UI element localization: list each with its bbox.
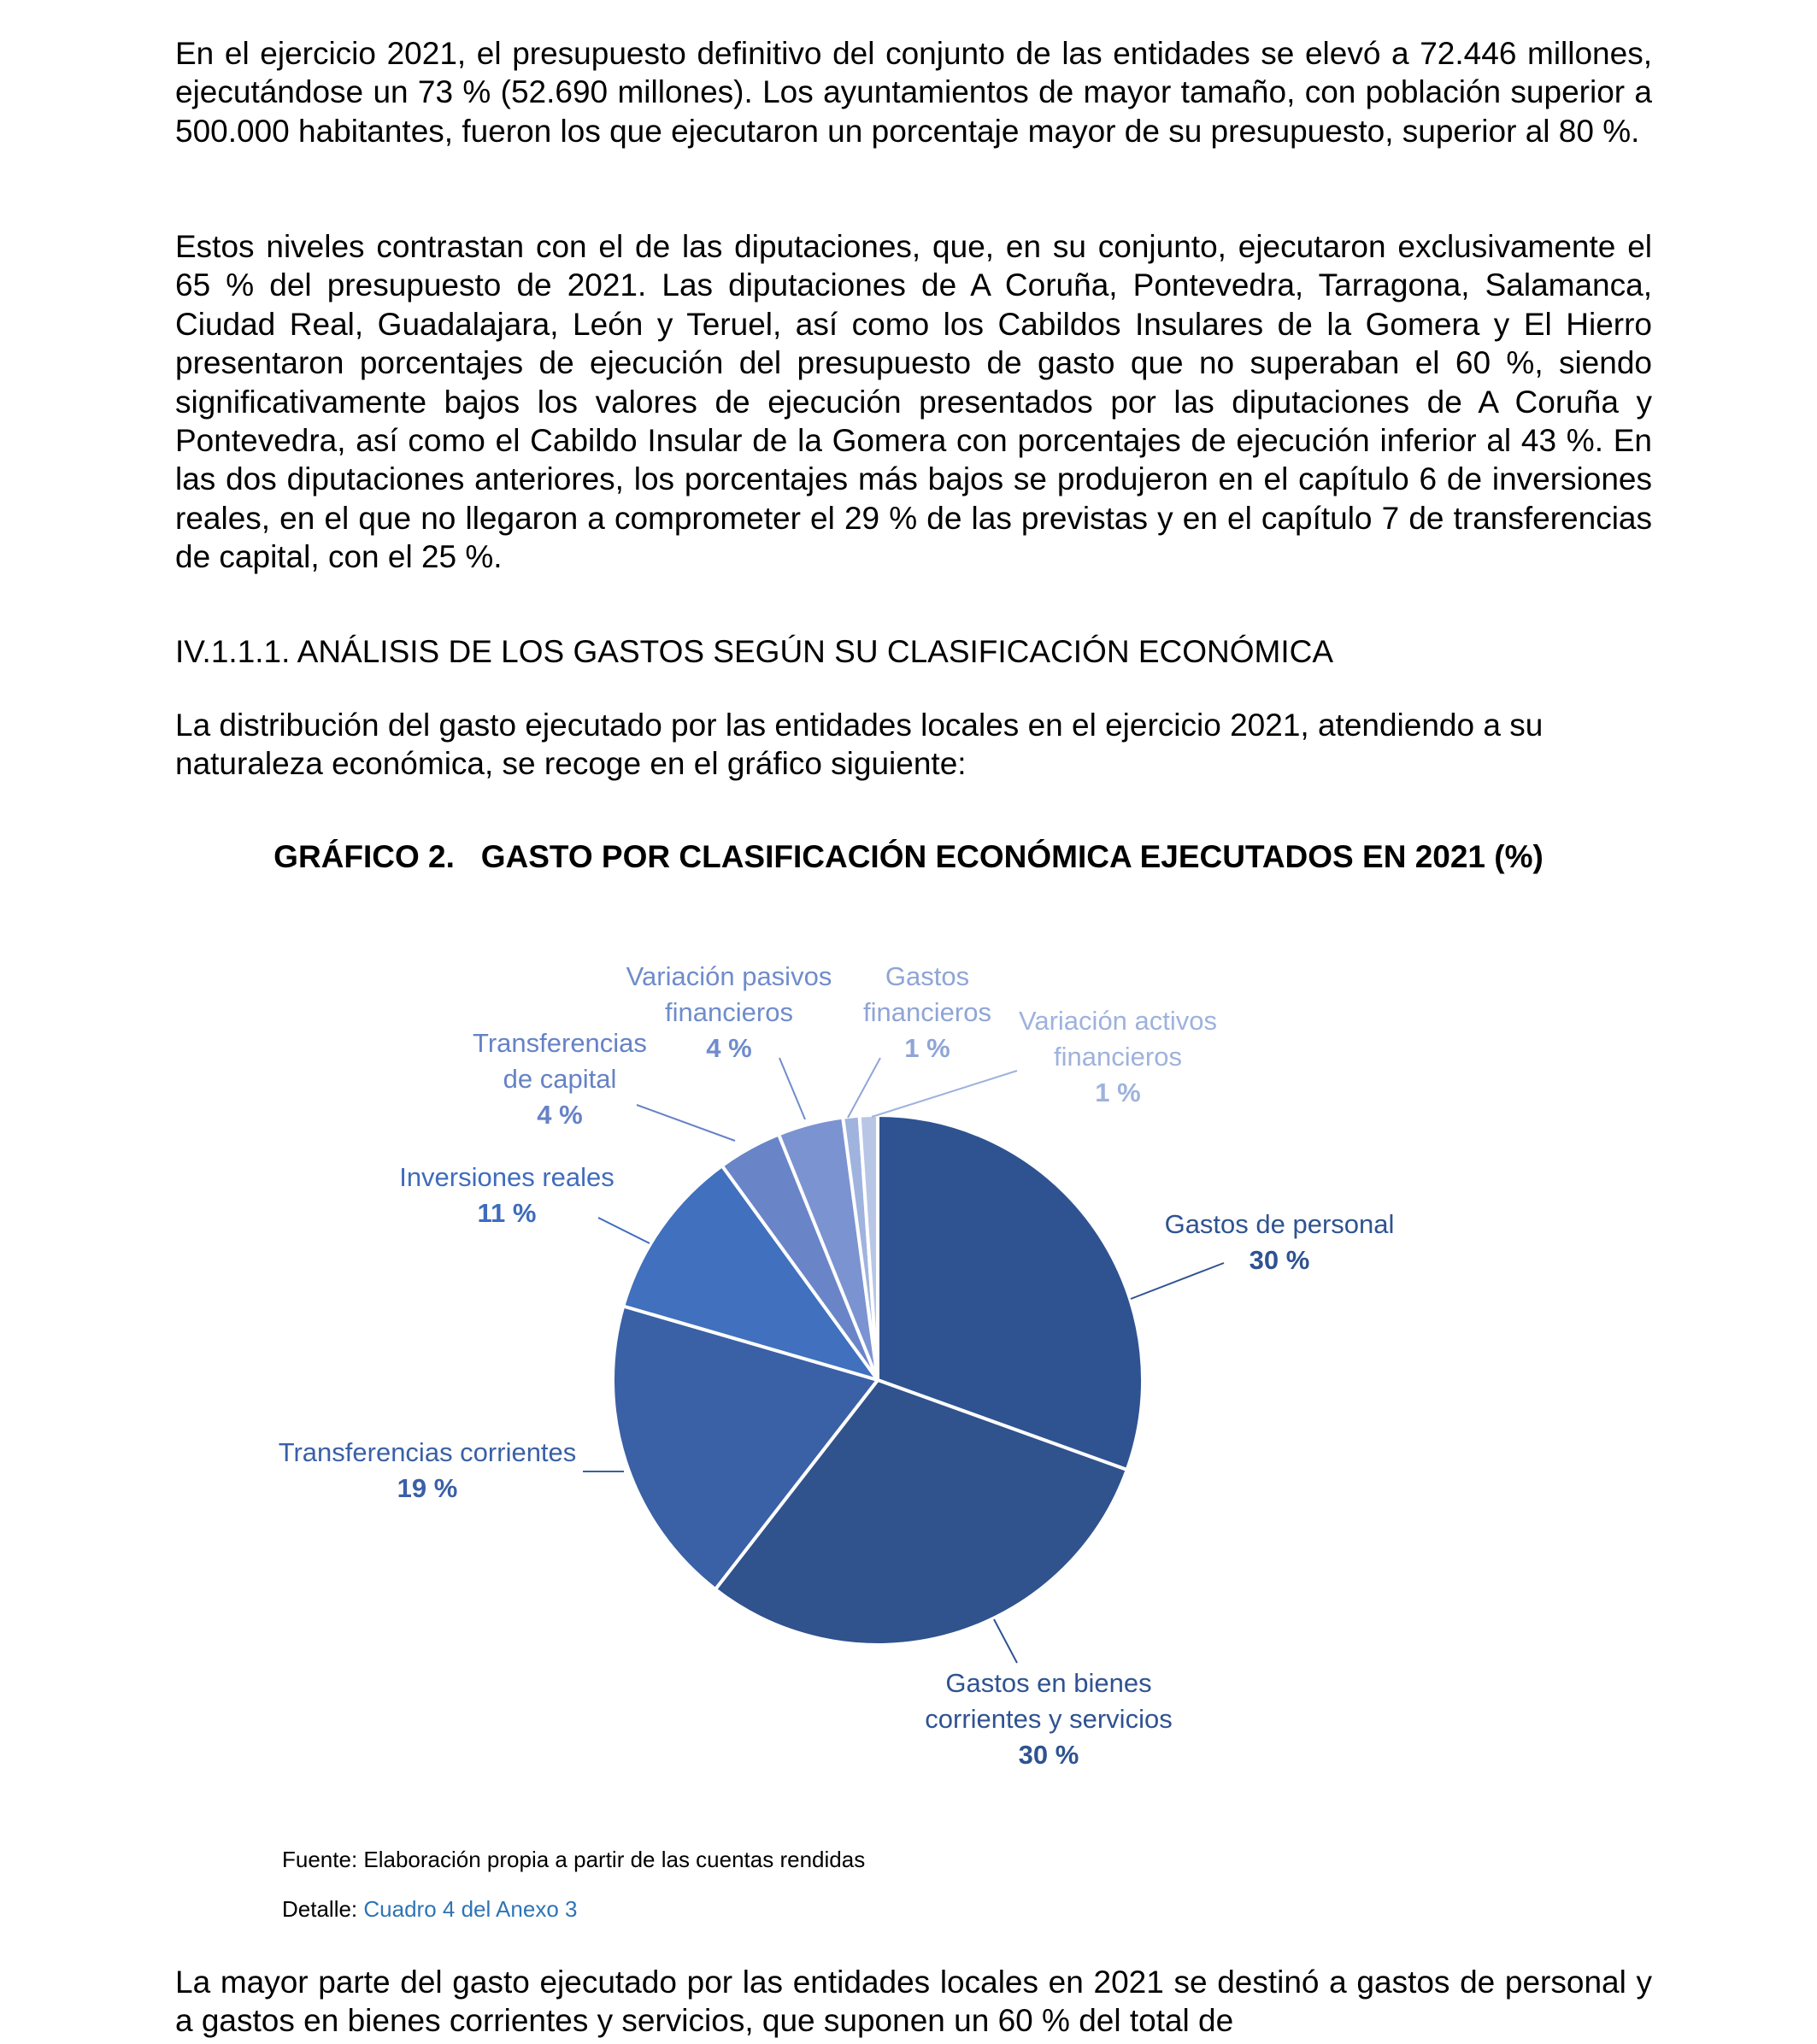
- slice-value-label: 4 %: [706, 1033, 752, 1063]
- slice-label: [279, 1437, 577, 1503]
- chart-source: Fuente: Elaboración propia a partir de las cuentas rendidas: [282, 1847, 866, 1872]
- slice-label: [473, 1028, 647, 1130]
- slice-category-label: Transferencias corrientes: [278, 1437, 577, 1467]
- distribution-paragraph: La distribución del gasto ejecutado por las entidades locales en el ejercicio 2021, atendiendo a su naturaleza económica, se recoge en el gráfico siguiente:: [175, 708, 1544, 782]
- chart-title: GRÁFICO 2. GASTO POR CLASIFICACIÓN ECONÓMICA EJECUTADOS EN 2021 (%): [273, 839, 1544, 874]
- leader-line: [872, 1071, 1017, 1117]
- slice-label: [1019, 1006, 1217, 1107]
- slice-label: [1165, 1209, 1395, 1275]
- leader-line: [779, 1058, 805, 1119]
- slice-category-label: Gastos en bienes: [945, 1668, 1152, 1698]
- diputaciones-paragraph: Estos niveles contrastan con el de las diputaciones, que, en su conjunto, ejecutaron exclusivamente el 65 % del presupuesto de 2021. Las diputaciones de A Coruña, Pontevedra, Tarragona, Salamanca, Ciudad Real, Guadalajara, León y Teruel, así como los Cabildos Insulares de la Gomera y El Hierro presentaron porcentajes de ejecución del presupuesto de gasto que no superaban el 60 %, siendo significativamente bajos los valores de ejecución presentados por las diputaciones de A Coruña y Pontevedra, así como el Cabildo Insular de la Gomera con porcentajes de ejecución inferior al 43 %. En las dos diputaciones anteriores, los porcentajes más bajos se produjeron en el capítulo 6 de inversiones reales, en el que no llegaron a comprometer el 29 % de las previstas y en el capítulo 7 de transferencias de capital, con el 25 %.: [175, 229, 1652, 575]
- slice-category-label: financieros: [863, 997, 991, 1027]
- slice-label: [399, 1162, 614, 1228]
- intro-paragraph: En el ejercicio 2021, el presupuesto definitivo del conjunto de las entidades se elevó a 72.446 millones, ejecutándose un 73 % (52.690 millones). Los ayuntamientos de mayor tamaño, con población superior a 500.000 habitantes, fueron los que ejecutaron un porcentaje mayor de su presupuesto, superior al 80 %.: [175, 36, 1652, 149]
- slice-label: [925, 1668, 1172, 1770]
- slice-value-label: 11 %: [477, 1198, 537, 1228]
- slice-category-label: de capital: [503, 1064, 617, 1094]
- slice-value-label: 1 %: [1095, 1078, 1141, 1107]
- detail-prefix: Detalle:: [282, 1896, 364, 1922]
- leader-line: [1131, 1263, 1224, 1299]
- slice-category-label: Inversiones reales: [399, 1162, 614, 1192]
- slice-category-label: Gastos de personal: [1164, 1209, 1395, 1239]
- slice-label: [626, 961, 832, 1063]
- slice-value-label: 1 %: [904, 1033, 950, 1063]
- section-heading: IV.1.1.1. ANÁLISIS DE LOS GASTOS SEGÚN SU CLASIFICACIÓN ECONÓMICA: [175, 634, 1334, 669]
- slice-category-label: Transferencias: [473, 1028, 647, 1058]
- slice-value-label: 30 %: [1249, 1245, 1310, 1275]
- slice-value-label: 30 %: [1018, 1740, 1079, 1770]
- pie-chart: [0, 923, 1817, 1820]
- closing-paragraph: La mayor parte del gasto ejecutado por las entidades locales en 2021 se destinó a gastos de personal y a gastos en bienes corrientes y servicios, que suponen un 60 % del total de: [175, 1965, 1652, 2039]
- leader-line: [637, 1105, 735, 1141]
- slice-label: [863, 961, 991, 1063]
- leader-line: [994, 1619, 1017, 1663]
- leader-line: [848, 1058, 880, 1118]
- leader-line: [598, 1218, 650, 1243]
- slice-category-label: Variación pasivos: [626, 961, 832, 991]
- slice-category-label: corrientes y servicios: [925, 1704, 1173, 1734]
- slice-category-label: financieros: [665, 997, 793, 1027]
- slice-value-label: 4 %: [537, 1100, 583, 1130]
- chart-detail: [282, 1895, 577, 1923]
- slice-category-label: financieros: [1054, 1042, 1182, 1072]
- detail-link[interactable]: Cuadro 4 del Anexo 3: [363, 1896, 578, 1922]
- slice-value-label: 19 %: [397, 1473, 458, 1503]
- slice-category-label: Variación activos: [1018, 1006, 1218, 1036]
- slice-category-label: Gastos: [885, 961, 970, 991]
